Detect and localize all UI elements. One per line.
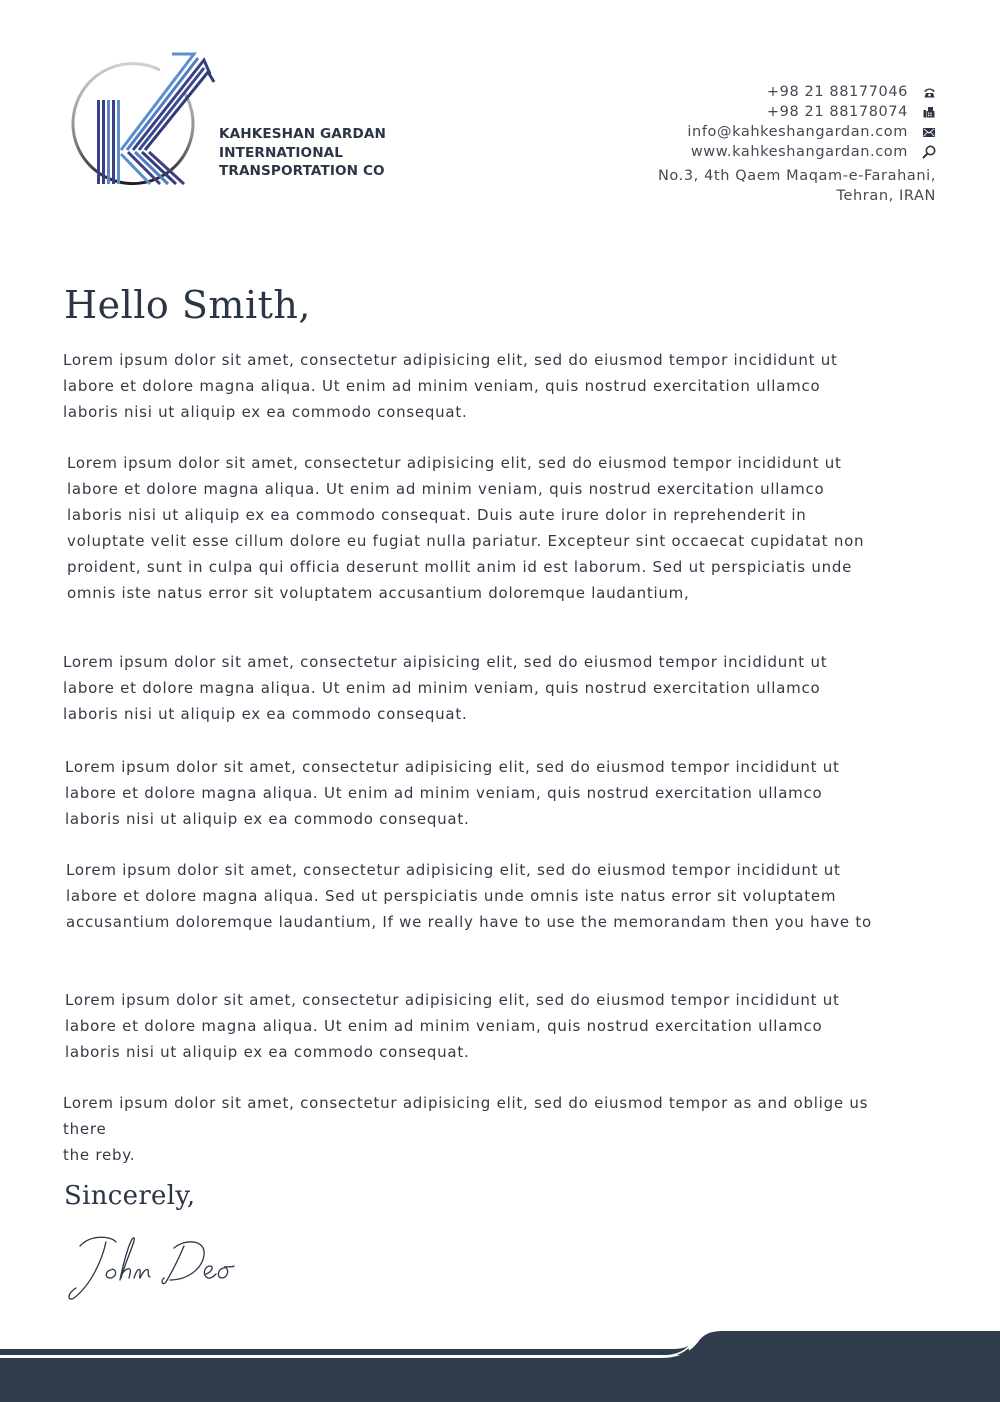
paragraph [63, 1090, 868, 1168]
paragraph-line: labore et dolore magna aliqua. Ut enim ad minim veniam, quis nostrud exercitation ullamco [63, 377, 821, 395]
paragraph-line: the reby. [63, 1146, 136, 1164]
phone-number[interactable]: +98 21 88177046 [766, 84, 908, 100]
address-line: No.3, 4th Qaem Maqam-e-Farahani, [657, 168, 936, 184]
paragraph [67, 450, 864, 606]
paragraph-line: Lorem ipsum dolor sit amet, consectetur adipisicing elit, sed do eiusmod tempor incididunt ut [65, 991, 840, 1009]
footer-wave-decoration [0, 1330, 1000, 1402]
paragraph-line: labore et dolore magna aliqua. Sed ut perspiciatis unde omnis iste natus error sit voluptatem [66, 887, 837, 905]
fax-number[interactable]: +98 21 88178074 [766, 104, 908, 120]
paragraph-line: labore et dolore magna aliqua. Ut enim ad minim veniam, quis nostrud exercitation ullamco [65, 784, 823, 802]
paragraph [63, 347, 838, 425]
signature-john-deo-icon [66, 1230, 256, 1305]
company-logo [64, 42, 224, 212]
paragraph-line: accusantium doloremque laudantium, If we really have to use the memorandam then you have to [66, 913, 872, 931]
contact-phone [658, 82, 936, 102]
paragraph-line: Lorem ipsum dolor sit amet, consectetur adipisicing elit, sed do eiusmod tempor incididunt ut [67, 454, 842, 472]
email-link[interactable]: info@kahkeshangardan.com [687, 124, 908, 140]
paragraph-line: laboris nisi ut aliquip ex ea commodo consequat. Duis aute irure dolor in reprehenderit in [67, 506, 807, 524]
paragraph-line: Lorem ipsum dolor sit amet, consectetur adipisicing elit, sed do eiusmod tempor incididunt ut [65, 758, 840, 776]
envelope-icon [922, 125, 936, 139]
fax-icon [922, 105, 936, 119]
paragraph-line: laboris nisi ut aliquip ex ea commodo consequat. [63, 403, 468, 421]
paragraph-line: Lorem ipsum dolor sit amet, consectetur adipisicing elit, sed do eiusmod tempor as and oblige us [63, 1094, 869, 1112]
paragraph-line: omnis iste natus error sit voluptatem accusantium doloremque laudantium, [67, 584, 690, 602]
footer-band [0, 1330, 1000, 1402]
paragraph-line: voluptate velit esse cillum dolore eu fugiat nulla pariatur. Excepteur sint occaecat cupidatat non [67, 532, 865, 550]
paragraph-line: laboris nisi ut aliquip ex ea commodo consequat. [65, 810, 470, 828]
greeting: Hello Smith, [64, 283, 311, 327]
paragraph-line: labore et dolore magna aliqua. Ut enim ad minim veniam, quis nostrud exercitation ullamco [65, 1017, 823, 1035]
paragraph-line: Lorem ipsum dolor sit amet, consectetur adipisicing elit, sed do eiusmod tempor incididunt ut [66, 861, 841, 879]
website-link[interactable]: www.kahkeshangardan.com [690, 144, 908, 160]
company-name-line: TRANSPORTATION CO [219, 163, 385, 179]
k-arrow-logo-icon [64, 42, 224, 212]
phone-icon [922, 85, 936, 99]
paragraph-line: laboris nisi ut aliquip ex ea commodo consequat. [65, 1043, 470, 1061]
paragraph-line: proident, sunt in culpa qui officia deserunt mollit anim id est laborum. Sed ut perspiciatis unde [67, 558, 853, 576]
company-name-line: KAHKESHAN GARDAN [219, 126, 386, 142]
paragraph-line: there [63, 1120, 107, 1138]
search-icon [922, 145, 936, 159]
contact-website [658, 142, 936, 162]
contact-block [658, 82, 936, 206]
company-name-line: INTERNATIONAL [219, 144, 344, 161]
paragraph [65, 754, 840, 832]
contact-email [658, 122, 936, 142]
paragraph [66, 857, 872, 935]
paragraph-line: Lorem ipsum dolor sit amet, consectetur aipisicing elit, sed do eiusmod tempor incididunt ut [63, 653, 828, 671]
paragraph-line: laboris nisi ut aliquip ex ea commodo consequat. [63, 705, 468, 723]
paragraph-line: Lorem ipsum dolor sit amet, consectetur adipisicing elit, sed do eiusmod tempor incididunt ut [63, 351, 838, 369]
address-line: Tehran, IRAN [836, 188, 936, 204]
paragraph [65, 987, 840, 1065]
paragraph-line: labore et dolore magna aliqua. Ut enim ad minim veniam, quis nostrud exercitation ullamco [63, 679, 821, 697]
company-name [219, 125, 386, 181]
signature [66, 1230, 256, 1305]
contact-fax [658, 102, 936, 122]
paragraph-line: labore et dolore magna aliqua. Ut enim ad minim veniam, quis nostrud exercitation ullamco [67, 480, 825, 498]
closing: Sincerely, [64, 1181, 196, 1211]
paragraph [63, 649, 827, 727]
address [658, 166, 936, 206]
